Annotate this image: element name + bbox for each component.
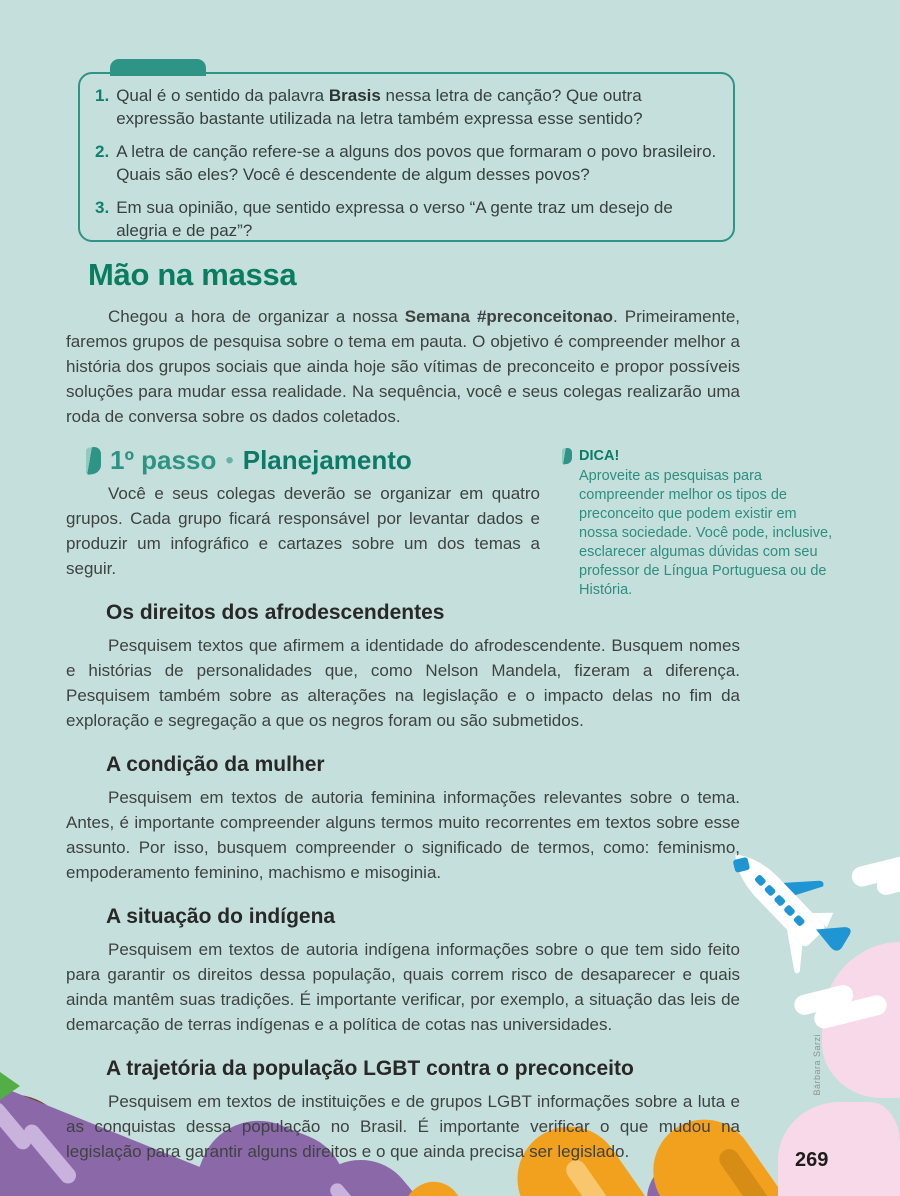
section-paragraph: Pesquisem textos que afirmem a identidade do afrodescendente. Busquem nomes e histórias de personalidades que, como Nelson Mandela, fizeram a diferença. Pesquisem também sobre as alterações na legislação e o impacto delas no fim da exploração e segregação a que os negros foram ou são submetidos.: [66, 636, 740, 730]
tip-header: [562, 448, 838, 464]
bookmark-icon: [86, 446, 101, 475]
question-text-pre: A letra de canção refere-se a alguns dos povos que formaram o povo brasileiro. Quais são eles? Você é descendente de algum desses povos?: [116, 142, 717, 184]
tip-box: [562, 448, 838, 600]
section-title: A situação do indígena: [106, 905, 336, 928]
bookmark-icon: [562, 447, 572, 464]
intro-post: . Primeiramente, faremos grupos de pesquisa sobre o tema em pauta. O objetivo é compreender melhor a história dos grupos sociais que ainda hoje são vítimas de preconceito e propor possíveis soluções para mudar essa realidade. Na sequência, você e seus colegas realizarão uma roda de conversa sobre os dados coletados.: [66, 307, 740, 426]
cloud-icon: [842, 842, 900, 910]
bullet-separator-icon: •: [225, 446, 234, 474]
section-paragraph: Pesquisem em textos de instituições e de grupos LGBT informações sobre a luta e as conquistas dessa população no Brasil. É importante verificar o que mudou na legislação para garantir alguns direitos e o que ainda precisa ser legislado.: [66, 1092, 740, 1161]
page-number: 269: [795, 1149, 829, 1171]
main-content: [66, 258, 740, 1164]
question-text: [116, 84, 719, 130]
tip-body: Aproveite as pesquisas para compreender melhor os tipos de preconceito que podem existir em nossa sociedade. Você pode, inclusive, esclarecer algumas dúvidas com seu professor de Língua Portuguesa ou de História.: [579, 468, 833, 598]
question-text: [116, 196, 719, 242]
section-paragraph: Pesquisem em textos de autoria indígena informações sobre o que tem sido feito para garantir os direitos dessa população, quais correm risco de desaparecer e quais ainda mantêm suas tradições. É importante verificar, por exemplo, a situação das leis de demarcação de terras indígenas e a política de cotas nas universidades.: [66, 940, 740, 1034]
question-text-pre: Qual é o sentido da palavra: [116, 86, 329, 105]
step-name: Planejamento: [242, 445, 412, 475]
section-title: A condição da mulher: [106, 753, 325, 776]
question-box: [78, 72, 735, 242]
tip-label: DICA!: [579, 448, 620, 464]
question-item: [95, 84, 719, 130]
question-number: 3.: [95, 198, 110, 217]
step-paragraph: Você e seus colegas deverão se organizar em quatro grupos. Cada grupo ficará responsável por levantar dados e produzir um infográfico e cartazes sobre um dos temas a seguir.: [66, 484, 540, 578]
section-paragraph: Pesquisem em textos de autoria feminina informações relevantes sobre o tema. Antes, é importante compreender alguns termos muito recorrentes em textos sobre esse assunto. Por isso, busquem compreender o significado de termos, como: feminismo, empoderamento feminino, machismo e misoginia.: [66, 788, 740, 882]
question-text-bold: Brasis: [328, 86, 381, 105]
page-title: Mão na massa: [88, 257, 297, 292]
intro-paragraph: [66, 304, 740, 429]
question-text-post: nessa letra de canção? Que outra expressão bastante utilizada na letra também expressa esse sentido?: [116, 86, 643, 128]
question-text-pre: Em sua opinião, que sentido expressa o verso “A gente traz um desejo de alegria e de paz”?: [116, 198, 673, 240]
question-item: [95, 196, 719, 242]
question-number: 1.: [95, 86, 110, 105]
intro-bold: Semana #preconceitonao: [404, 307, 613, 326]
intro-pre: Chegou a hora de organizar a nossa: [108, 307, 405, 326]
question-text: [116, 140, 719, 186]
step-label: 1º passo: [110, 445, 217, 475]
illustration-credit: Bárbara Sarzi: [812, 1034, 822, 1096]
section-title: Os direitos dos afrodescendentes: [106, 601, 445, 624]
question-item: [95, 140, 719, 186]
section-title: A trajetória da população LGBT contra o preconceito: [106, 1057, 634, 1080]
question-number: 2.: [95, 142, 110, 161]
